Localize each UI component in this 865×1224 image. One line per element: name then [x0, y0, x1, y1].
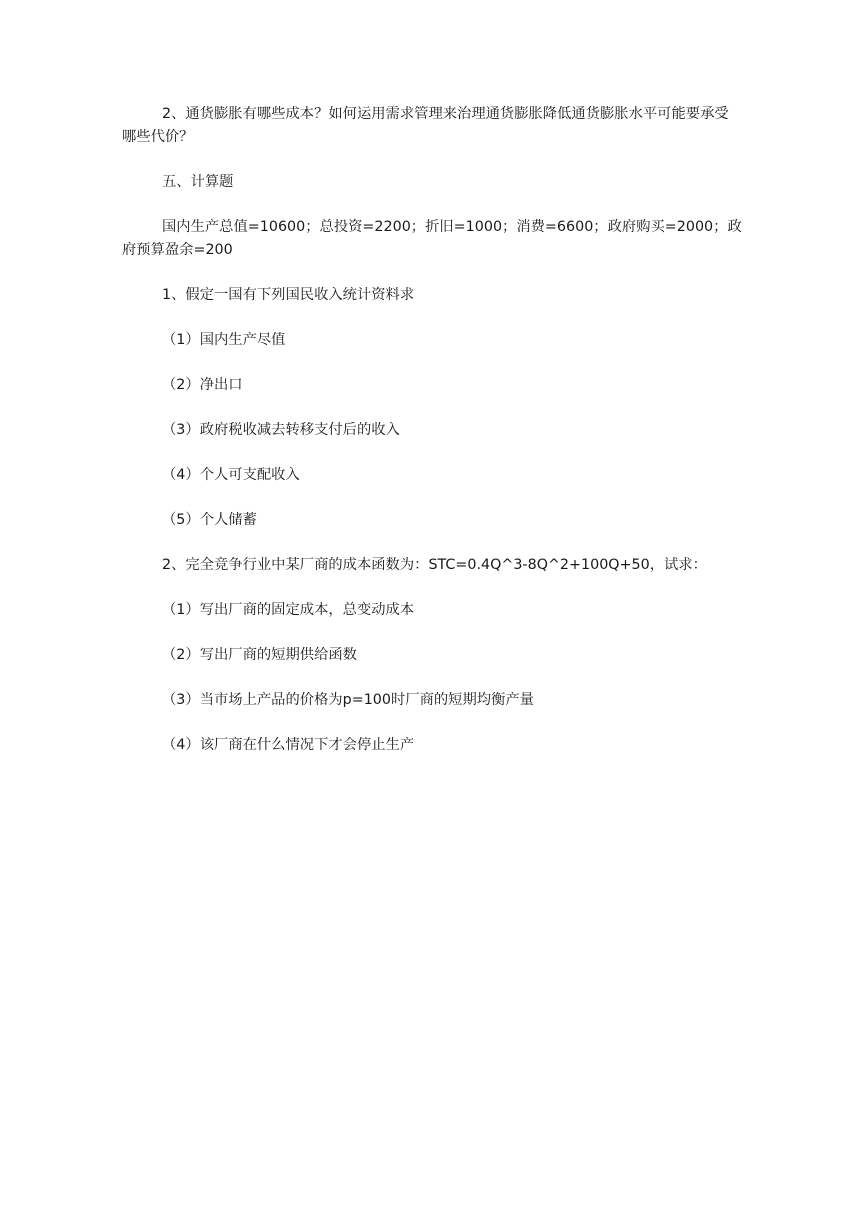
- national-income-data: 国内生产总值=10600；总投资=2200；折旧=1000；消费=6600；政府购买=2000；政府预算盈余=200: [122, 219, 742, 258]
- section-heading-calculation: 五、计算题: [162, 174, 234, 190]
- question-2-item-2: （2）写出厂商的短期供给函数: [162, 647, 357, 663]
- question-1-item-3: （3）政府税收减去转移支付后的收入: [162, 422, 400, 438]
- question-1-item-4: （4）个人可支配收入: [162, 467, 300, 483]
- question-1-item-1: （1）国内生产尽值: [162, 332, 286, 348]
- question-1-item-5: （5）个人储蓄: [162, 512, 257, 528]
- document-body: [122, 103, 742, 757]
- question-2-item-4: （4）该厂商在什么情况下才会停止生产: [162, 737, 415, 753]
- question-1-prompt: 1、假定一国有下列国民收入统计资料求: [162, 287, 415, 303]
- question-2-prompt: 2、完全竞争行业中某厂商的成本函数为：STC=0.4Q^3-8Q^2+100Q+50，试求：: [162, 557, 707, 573]
- question-2-item-1: （1）写出厂商的固定成本，总变动成本: [162, 602, 415, 618]
- question-1-item-2: （2）净出口: [162, 377, 243, 393]
- question-2-item-3: （3）当市场上产品的价格为p=100时厂商的短期均衡产量: [162, 692, 534, 708]
- question-inflation-costs: 2、通货膨胀有哪些成本？如何运用需求管理来治理通货膨胀降低通货膨胀水平可能要承受哪些代价？: [122, 106, 729, 145]
